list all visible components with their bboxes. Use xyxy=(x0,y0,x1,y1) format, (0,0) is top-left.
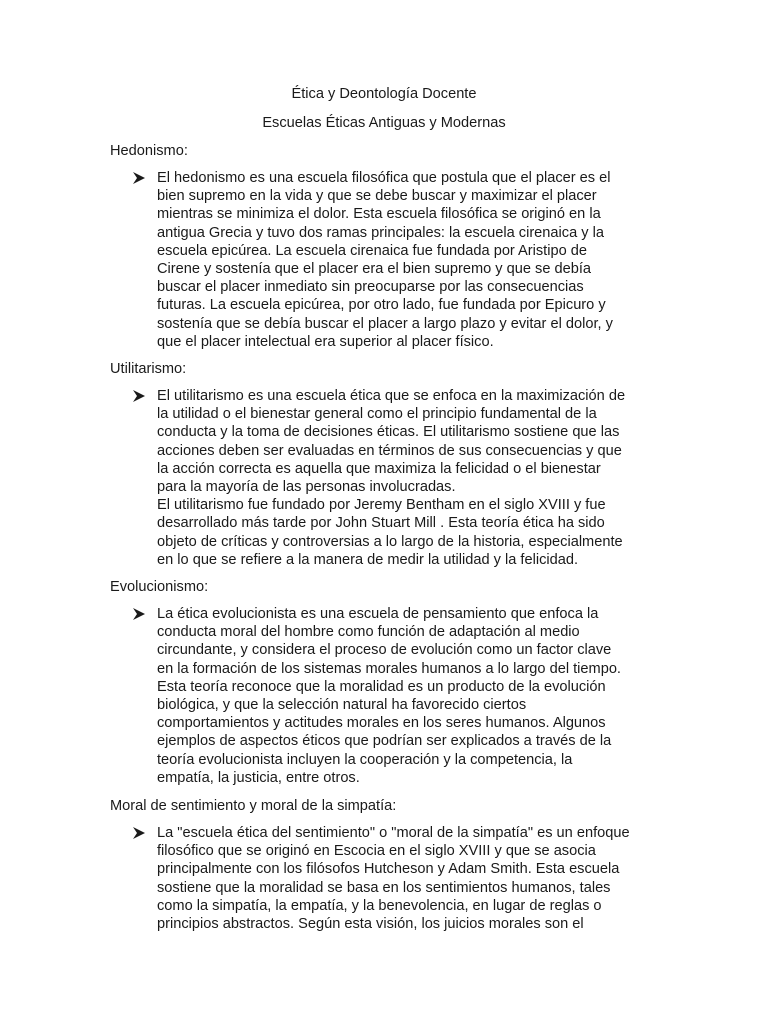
section-body-hedonismo xyxy=(132,169,672,351)
text-line: sostenía que se debía buscar el placer a largo plazo y evitar el dolor, y xyxy=(157,315,613,332)
text-line: El utilitarismo es una escuela ética que se enfoca en la maximización de xyxy=(157,388,626,404)
text-line: principalmente con los filósofos Hutcheson y Adam Smith. Esta escuela xyxy=(157,861,620,878)
section-body-utilitarismo xyxy=(132,387,672,569)
section-heading-hedonismo: Hedonismo: xyxy=(110,143,188,159)
text-line: teoría evolucionista incluyen la cooperación y la competencia, la xyxy=(157,751,573,768)
arrowhead-bullet-icon xyxy=(132,606,146,622)
text-line: conducta moral del hombre como función de adaptación al medio xyxy=(157,624,580,641)
text-line: Cirene y sostenía que el placer era el bien supremo y que se debía xyxy=(157,261,592,278)
text-line: como la simpatía, la empatía, y la benevolencia, en lugar de reglas o xyxy=(157,897,602,914)
paragraph-text xyxy=(157,824,672,933)
document-title: Ética y Deontología Docente xyxy=(291,86,477,102)
arrowhead-bullet-icon xyxy=(132,825,146,841)
text-line: la utilidad o el bienestar general como el principio fundamental de la xyxy=(157,406,597,423)
text-line: en lo que se refiere a la manera de medir la utilidad y la felicidad. xyxy=(157,551,579,568)
text-line: filosófico que se originó en Escocia en el siglo XVIII y que se asocia xyxy=(157,843,596,860)
text-line: La "escuela ética del sentimiento" o "moral de la simpatía" es un enfoque xyxy=(157,825,630,841)
arrowhead-bullet-icon xyxy=(132,388,146,404)
text-line: antigua Grecia y tuvo dos ramas principales: la escuela cirenaica y la xyxy=(157,224,604,241)
text-line: mientras se minimiza el dolor. Esta escuela filosófica se originó en la xyxy=(157,206,601,223)
text-line: futuras. La escuela epicúrea, por otro lado, fue fundada por Epicuro y xyxy=(157,297,606,314)
text-line: El utilitarismo fue fundado por Jeremy Bentham en el siglo XVIII y fue xyxy=(157,497,606,514)
text-line: escuela epicúrea. La escuela cirenaica fue fundada por Aristipo de xyxy=(157,242,587,259)
section-heading-moral-sentimiento: Moral de sentimiento y moral de la simpatía: xyxy=(110,798,397,814)
text-line: en la formación de los sistemas morales humanos a lo largo del tiempo. xyxy=(157,660,621,677)
text-line: para la mayoría de las personas involucradas. xyxy=(157,479,456,496)
text-line: acciones deben ser evaluadas en términos de sus consecuencias y que xyxy=(157,442,622,459)
text-line: circundante, y considera el proceso de evolución como un factor clave xyxy=(157,642,612,659)
paragraph-text xyxy=(157,169,672,351)
section-body-evolucionismo xyxy=(132,605,672,787)
text-line: bien supremo en la vida y que se debe buscar y maximizar el placer xyxy=(157,188,597,205)
paragraph-text xyxy=(157,387,672,569)
text-line: biológica, y que la selección natural ha favorecido ciertos xyxy=(157,697,527,714)
text-line: desarrollado más tarde por John Stuart Mill . Esta teoría ética ha sido xyxy=(157,515,605,532)
text-line: principios abstractos. Según esta visión, los juicios morales son el xyxy=(157,916,584,933)
text-line: ejemplos de aspectos éticos que podrían ser explicados a través de la xyxy=(157,733,612,750)
text-line: buscar el placer inmediato sin preocuparse por las consecuencias xyxy=(157,279,584,296)
document-subtitle: Escuelas Éticas Antiguas y Modernas xyxy=(262,115,506,131)
text-line: que el placer intelectual era superior al placer físico. xyxy=(157,333,494,350)
section-heading-evolucionismo: Evolucionismo: xyxy=(110,579,209,595)
section-heading-utilitarismo: Utilitarismo: xyxy=(110,361,187,377)
arrowhead-bullet-icon xyxy=(132,170,146,186)
text-line: sostiene que la moralidad se basa en los sentimientos humanos, tales xyxy=(157,879,611,896)
text-line: El hedonismo es una escuela filosófica que postula que el placer es el xyxy=(157,170,611,186)
text-line: La ética evolucionista es una escuela de pensamiento que enfoca la xyxy=(157,606,599,622)
text-line: empatía, la justicia, entre otros. xyxy=(157,769,360,786)
text-line: Esta teoría reconoce que la moralidad es un producto de la evolución xyxy=(157,678,606,695)
text-line: comportamientos y actitudes morales en los seres humanos. Algunos xyxy=(157,715,606,732)
text-line: la acción correcta es aquella que maximiza la felicidad o el bienestar xyxy=(157,460,601,477)
text-line: conducta y la toma de decisiones éticas. El utilitarismo sostiene que las xyxy=(157,424,620,441)
text-line: objeto de críticas y controversias a lo largo de la historia, especialmente xyxy=(157,533,623,550)
section-body-moral-sentimiento xyxy=(132,824,672,933)
paragraph-text xyxy=(157,605,672,787)
